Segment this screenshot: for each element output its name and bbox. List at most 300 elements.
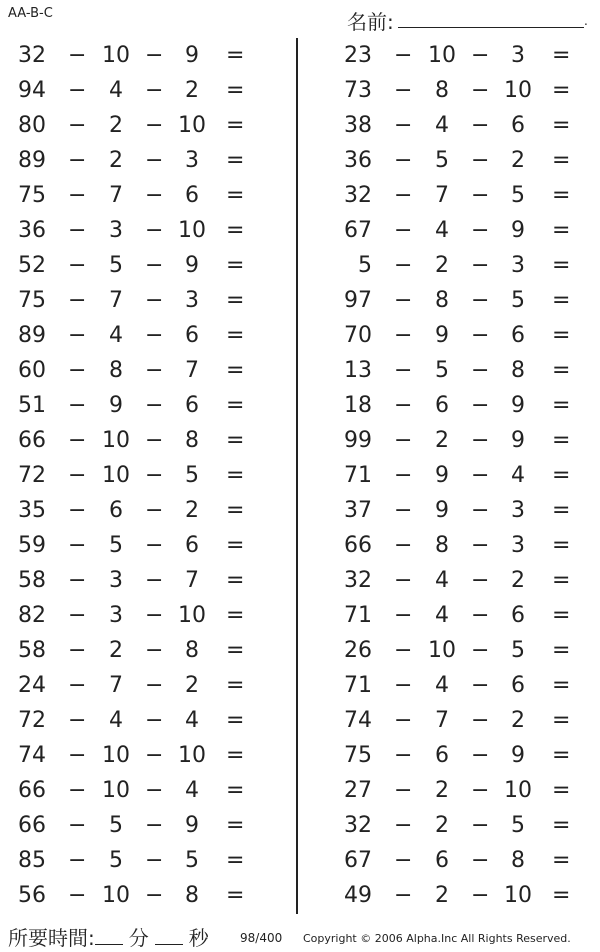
- minuend: 32: [18, 43, 46, 68]
- minus-sign: −: [145, 813, 164, 838]
- subtrahend-2: 9: [185, 813, 199, 838]
- minuend: 66: [344, 533, 372, 558]
- subtrahend-1: 4: [435, 218, 449, 243]
- equals-sign: =: [552, 708, 571, 733]
- subtrahend-1: 2: [435, 253, 449, 278]
- minus-sign: −: [145, 393, 164, 418]
- minus-sign: −: [471, 848, 490, 873]
- worksheet-code: AA-B-C: [8, 6, 53, 21]
- equals-sign: =: [552, 393, 571, 418]
- minuend: 67: [344, 848, 372, 873]
- subtrahend-1: 4: [109, 708, 123, 733]
- minus-sign: −: [394, 288, 413, 313]
- minus-sign: −: [471, 148, 490, 173]
- minus-sign: −: [394, 78, 413, 103]
- minuend: 32: [344, 568, 372, 593]
- minutes-unit: 分: [128, 926, 149, 950]
- minuend: 74: [18, 743, 46, 768]
- minuend: 71: [344, 463, 372, 488]
- minus-sign: −: [68, 288, 87, 313]
- subtrahend-1: 6: [435, 393, 449, 418]
- minus-sign: −: [68, 638, 87, 663]
- equals-sign: =: [226, 743, 245, 768]
- subtrahend-2: 2: [185, 498, 199, 523]
- subtrahend-1: 9: [109, 393, 123, 418]
- minuend: 24: [18, 673, 46, 698]
- subtrahend-2: 6: [185, 183, 199, 208]
- equals-sign: =: [552, 743, 571, 768]
- subtrahend-2: 5: [511, 638, 525, 663]
- minus-sign: −: [68, 358, 87, 383]
- equals-sign: =: [226, 218, 245, 243]
- equals-sign: =: [226, 323, 245, 348]
- minus-sign: −: [68, 778, 87, 803]
- subtrahend-1: 2: [435, 778, 449, 803]
- minuend: 49: [344, 883, 372, 908]
- minus-sign: −: [471, 428, 490, 453]
- subtrahend-2: 6: [185, 533, 199, 558]
- subtrahend-2: 9: [511, 393, 525, 418]
- equals-sign: =: [552, 78, 571, 103]
- equals-sign: =: [552, 43, 571, 68]
- minus-sign: −: [394, 533, 413, 558]
- minuend: 80: [18, 113, 46, 138]
- equals-sign: =: [226, 533, 245, 558]
- minus-sign: −: [68, 673, 87, 698]
- equals-sign: =: [226, 288, 245, 313]
- subtrahend-2: 2: [511, 568, 525, 593]
- minus-sign: −: [394, 778, 413, 803]
- subtrahend-1: 9: [435, 323, 449, 348]
- equals-sign: =: [552, 218, 571, 243]
- subtrahend-1: 8: [435, 78, 449, 103]
- minus-sign: −: [471, 288, 490, 313]
- equals-sign: =: [226, 113, 245, 138]
- subtrahend-2: 2: [185, 673, 199, 698]
- subtrahend-1: 5: [435, 358, 449, 383]
- subtrahend-2: 6: [511, 603, 525, 628]
- equals-sign: =: [552, 323, 571, 348]
- minus-sign: −: [394, 568, 413, 593]
- subtrahend-2: 8: [511, 358, 525, 383]
- minus-sign: −: [394, 813, 413, 838]
- subtrahend-1: 10: [428, 43, 456, 68]
- minus-sign: −: [394, 393, 413, 418]
- minus-sign: −: [145, 288, 164, 313]
- minuend: 60: [18, 358, 46, 383]
- minuend: 66: [18, 778, 46, 803]
- minus-sign: −: [145, 533, 164, 558]
- minus-sign: −: [145, 428, 164, 453]
- equals-sign: =: [226, 358, 245, 383]
- subtrahend-2: 9: [511, 428, 525, 453]
- subtrahend-2: 10: [504, 883, 532, 908]
- minus-sign: −: [145, 498, 164, 523]
- subtrahend-1: 5: [109, 533, 123, 558]
- minuend: 13: [344, 358, 372, 383]
- minus-sign: −: [145, 43, 164, 68]
- equals-sign: =: [552, 568, 571, 593]
- equals-sign: =: [552, 463, 571, 488]
- subtrahend-1: 9: [435, 498, 449, 523]
- subtrahend-2: 5: [511, 288, 525, 313]
- minus-sign: −: [471, 603, 490, 628]
- minus-sign: −: [68, 218, 87, 243]
- minus-sign: −: [471, 183, 490, 208]
- minus-sign: −: [394, 358, 413, 383]
- subtrahend-2: 2: [185, 78, 199, 103]
- subtrahend-1: 8: [109, 358, 123, 383]
- minus-sign: −: [145, 218, 164, 243]
- subtrahend-1: 4: [109, 78, 123, 103]
- minus-sign: −: [394, 708, 413, 733]
- minus-sign: −: [471, 708, 490, 733]
- minuend: 23: [344, 43, 372, 68]
- minuend: 94: [18, 78, 46, 103]
- subtrahend-2: 7: [185, 358, 199, 383]
- minuend: 36: [344, 148, 372, 173]
- minuend: 52: [18, 253, 46, 278]
- minus-sign: −: [68, 78, 87, 103]
- equals-sign: =: [552, 498, 571, 523]
- minus-sign: −: [394, 43, 413, 68]
- minus-sign: −: [471, 743, 490, 768]
- subtrahend-2: 6: [511, 113, 525, 138]
- subtrahend-1: 8: [435, 288, 449, 313]
- minuend: 72: [18, 463, 46, 488]
- minuend: 58: [18, 638, 46, 663]
- subtrahend-1: 2: [109, 638, 123, 663]
- subtrahend-2: 3: [511, 533, 525, 558]
- minus-sign: −: [471, 323, 490, 348]
- minus-sign: −: [68, 428, 87, 453]
- subtrahend-2: 9: [185, 253, 199, 278]
- subtrahend-1: 7: [109, 288, 123, 313]
- minuend: 56: [18, 883, 46, 908]
- subtrahend-1: 4: [435, 568, 449, 593]
- minus-sign: −: [145, 148, 164, 173]
- minus-sign: −: [145, 358, 164, 383]
- subtrahend-1: 2: [435, 813, 449, 838]
- equals-sign: =: [226, 708, 245, 733]
- subtrahend-1: 9: [435, 463, 449, 488]
- minus-sign: −: [394, 323, 413, 348]
- minus-sign: −: [68, 43, 87, 68]
- minutes-blank[interactable]: [95, 944, 123, 945]
- minus-sign: −: [68, 813, 87, 838]
- minus-sign: −: [471, 568, 490, 593]
- minuend: 59: [18, 533, 46, 558]
- subtrahend-2: 4: [185, 708, 199, 733]
- seconds-unit: 秒: [188, 926, 209, 950]
- subtrahend-2: 8: [185, 428, 199, 453]
- subtrahend-2: 4: [185, 778, 199, 803]
- minus-sign: −: [145, 883, 164, 908]
- minus-sign: −: [471, 463, 490, 488]
- subtrahend-2: 6: [511, 673, 525, 698]
- subtrahend-2: 8: [185, 638, 199, 663]
- subtrahend-1: 4: [435, 113, 449, 138]
- minuend: 82: [18, 603, 46, 628]
- subtrahend-1: 10: [102, 883, 130, 908]
- minuend: 97: [344, 288, 372, 313]
- subtrahend-1: 3: [109, 603, 123, 628]
- minus-sign: −: [394, 253, 413, 278]
- minus-sign: −: [145, 78, 164, 103]
- minus-sign: −: [145, 743, 164, 768]
- subtrahend-1: 7: [435, 183, 449, 208]
- minus-sign: −: [145, 113, 164, 138]
- equals-sign: =: [226, 568, 245, 593]
- minuend: 67: [344, 218, 372, 243]
- minuend: 70: [344, 323, 372, 348]
- minus-sign: −: [471, 498, 490, 523]
- minuend: 32: [344, 813, 372, 838]
- seconds-blank[interactable]: [155, 944, 183, 945]
- minuend: 71: [344, 603, 372, 628]
- minus-sign: −: [68, 883, 87, 908]
- subtrahend-1: 6: [435, 743, 449, 768]
- equals-sign: =: [226, 498, 245, 523]
- equals-sign: =: [552, 358, 571, 383]
- copyright: Copyright © 2006 Alpha.Inc All Rights Reserved.: [303, 932, 571, 945]
- minus-sign: −: [68, 848, 87, 873]
- minus-sign: −: [471, 673, 490, 698]
- minus-sign: −: [68, 568, 87, 593]
- subtrahend-2: 10: [178, 218, 206, 243]
- subtrahend-2: 9: [511, 743, 525, 768]
- name-label: 名前:: [347, 10, 394, 34]
- minus-sign: −: [145, 603, 164, 628]
- equals-sign: =: [226, 848, 245, 873]
- equals-sign: =: [226, 183, 245, 208]
- minus-sign: −: [471, 358, 490, 383]
- subtrahend-2: 8: [511, 848, 525, 873]
- minuend: 73: [344, 78, 372, 103]
- subtrahend-1: 10: [102, 778, 130, 803]
- column-divider: [296, 38, 298, 914]
- minus-sign: −: [471, 533, 490, 558]
- minus-sign: −: [471, 43, 490, 68]
- minus-sign: −: [471, 778, 490, 803]
- minuend: 36: [18, 218, 46, 243]
- subtrahend-2: 3: [511, 253, 525, 278]
- subtrahend-1: 2: [109, 113, 123, 138]
- subtrahend-2: 6: [511, 323, 525, 348]
- equals-sign: =: [226, 883, 245, 908]
- minus-sign: −: [68, 743, 87, 768]
- minus-sign: −: [471, 113, 490, 138]
- subtrahend-2: 10: [178, 743, 206, 768]
- subtrahend-1: 10: [102, 428, 130, 453]
- subtrahend-2: 2: [511, 708, 525, 733]
- equals-sign: =: [552, 813, 571, 838]
- subtrahend-1: 4: [435, 673, 449, 698]
- minuend: 18: [344, 393, 372, 418]
- equals-sign: =: [552, 113, 571, 138]
- minus-sign: −: [394, 743, 413, 768]
- minus-sign: −: [471, 78, 490, 103]
- name-trailing-dot: .: [584, 14, 588, 28]
- minus-sign: −: [145, 568, 164, 593]
- equals-sign: =: [226, 253, 245, 278]
- equals-sign: =: [226, 673, 245, 698]
- minus-sign: −: [394, 673, 413, 698]
- equals-sign: =: [552, 288, 571, 313]
- subtrahend-1: 2: [435, 883, 449, 908]
- minus-sign: −: [145, 253, 164, 278]
- subtrahend-1: 7: [109, 183, 123, 208]
- minus-sign: −: [68, 393, 87, 418]
- subtrahend-1: 5: [109, 253, 123, 278]
- minus-sign: −: [145, 778, 164, 803]
- subtrahend-2: 6: [185, 393, 199, 418]
- minuend: 99: [344, 428, 372, 453]
- minuend: 66: [18, 428, 46, 453]
- minus-sign: −: [145, 708, 164, 733]
- minuend: 74: [344, 708, 372, 733]
- subtrahend-1: 5: [109, 848, 123, 873]
- equals-sign: =: [552, 533, 571, 558]
- subtrahend-1: 3: [109, 218, 123, 243]
- minus-sign: −: [394, 883, 413, 908]
- minus-sign: −: [394, 848, 413, 873]
- equals-sign: =: [226, 78, 245, 103]
- minus-sign: −: [471, 638, 490, 663]
- minus-sign: −: [471, 813, 490, 838]
- minuend: 89: [18, 148, 46, 173]
- equals-sign: =: [552, 883, 571, 908]
- subtrahend-2: 3: [511, 43, 525, 68]
- subtrahend-2: 8: [185, 883, 199, 908]
- subtrahend-2: 9: [511, 218, 525, 243]
- subtrahend-1: 10: [102, 743, 130, 768]
- equals-sign: =: [552, 428, 571, 453]
- minus-sign: −: [68, 533, 87, 558]
- minus-sign: −: [394, 218, 413, 243]
- subtrahend-1: 2: [435, 428, 449, 453]
- minuend: 37: [344, 498, 372, 523]
- minuend: 51: [18, 393, 46, 418]
- subtrahend-1: 3: [109, 568, 123, 593]
- minuend: 71: [344, 673, 372, 698]
- minus-sign: −: [394, 148, 413, 173]
- time-taken: [8, 922, 215, 951]
- equals-sign: =: [552, 638, 571, 663]
- subtrahend-1: 10: [102, 43, 130, 68]
- subtrahend-2: 2: [511, 148, 525, 173]
- equals-sign: =: [226, 148, 245, 173]
- minuend: 72: [18, 708, 46, 733]
- minus-sign: −: [471, 218, 490, 243]
- minus-sign: −: [68, 323, 87, 348]
- minus-sign: −: [471, 393, 490, 418]
- equals-sign: =: [226, 778, 245, 803]
- equals-sign: =: [552, 848, 571, 873]
- minus-sign: −: [394, 183, 413, 208]
- minus-sign: −: [68, 253, 87, 278]
- minus-sign: −: [68, 113, 87, 138]
- subtrahend-1: 5: [435, 148, 449, 173]
- minus-sign: −: [68, 603, 87, 628]
- minus-sign: −: [68, 708, 87, 733]
- equals-sign: =: [226, 603, 245, 628]
- subtrahend-1: 10: [428, 638, 456, 663]
- subtrahend-1: 4: [109, 323, 123, 348]
- equals-sign: =: [552, 183, 571, 208]
- subtrahend-1: 7: [109, 673, 123, 698]
- subtrahend-2: 9: [185, 43, 199, 68]
- equals-sign: =: [226, 463, 245, 488]
- subtrahend-2: 10: [178, 113, 206, 138]
- subtrahend-2: 5: [511, 813, 525, 838]
- subtrahend-1: 6: [109, 498, 123, 523]
- minus-sign: −: [145, 323, 164, 348]
- minus-sign: −: [394, 113, 413, 138]
- equals-sign: =: [552, 673, 571, 698]
- minus-sign: −: [471, 253, 490, 278]
- minuend: 75: [18, 288, 46, 313]
- minuend: 26: [344, 638, 372, 663]
- minus-sign: −: [394, 428, 413, 453]
- minuend: 32: [344, 183, 372, 208]
- subtrahend-2: 7: [185, 568, 199, 593]
- minuend: 35: [18, 498, 46, 523]
- minus-sign: −: [394, 463, 413, 488]
- equals-sign: =: [552, 603, 571, 628]
- equals-sign: =: [226, 43, 245, 68]
- minus-sign: −: [471, 883, 490, 908]
- minuend: 66: [18, 813, 46, 838]
- equals-sign: =: [226, 428, 245, 453]
- subtrahend-2: 5: [185, 848, 199, 873]
- subtrahend-1: 6: [435, 848, 449, 873]
- equals-sign: =: [226, 638, 245, 663]
- subtrahend-1: 4: [435, 603, 449, 628]
- minus-sign: −: [394, 603, 413, 628]
- minus-sign: −: [145, 848, 164, 873]
- subtrahend-2: 3: [511, 498, 525, 523]
- equals-sign: =: [552, 253, 571, 278]
- equals-sign: =: [552, 148, 571, 173]
- minus-sign: −: [145, 183, 164, 208]
- subtrahend-2: 5: [185, 463, 199, 488]
- minuend: 58: [18, 568, 46, 593]
- minus-sign: −: [394, 638, 413, 663]
- subtrahend-1: 5: [109, 813, 123, 838]
- subtrahend-1: 2: [109, 148, 123, 173]
- minuend: 27: [344, 778, 372, 803]
- subtrahend-2: 10: [504, 78, 532, 103]
- subtrahend-2: 4: [511, 463, 525, 488]
- minus-sign: −: [68, 498, 87, 523]
- subtrahend-1: 10: [102, 463, 130, 488]
- subtrahend-2: 6: [185, 323, 199, 348]
- minuend: 75: [344, 743, 372, 768]
- minus-sign: −: [145, 463, 164, 488]
- subtrahend-2: 10: [504, 778, 532, 803]
- subtrahend-2: 3: [185, 148, 199, 173]
- name-field-line[interactable]: [398, 27, 584, 28]
- minuend: 38: [344, 113, 372, 138]
- time-label: 所要時間:: [8, 926, 95, 950]
- subtrahend-2: 3: [185, 288, 199, 313]
- subtrahend-1: 7: [435, 708, 449, 733]
- subtrahend-2: 10: [178, 603, 206, 628]
- minuend: 75: [18, 183, 46, 208]
- minus-sign: −: [68, 183, 87, 208]
- page-number: 98/400: [240, 931, 283, 945]
